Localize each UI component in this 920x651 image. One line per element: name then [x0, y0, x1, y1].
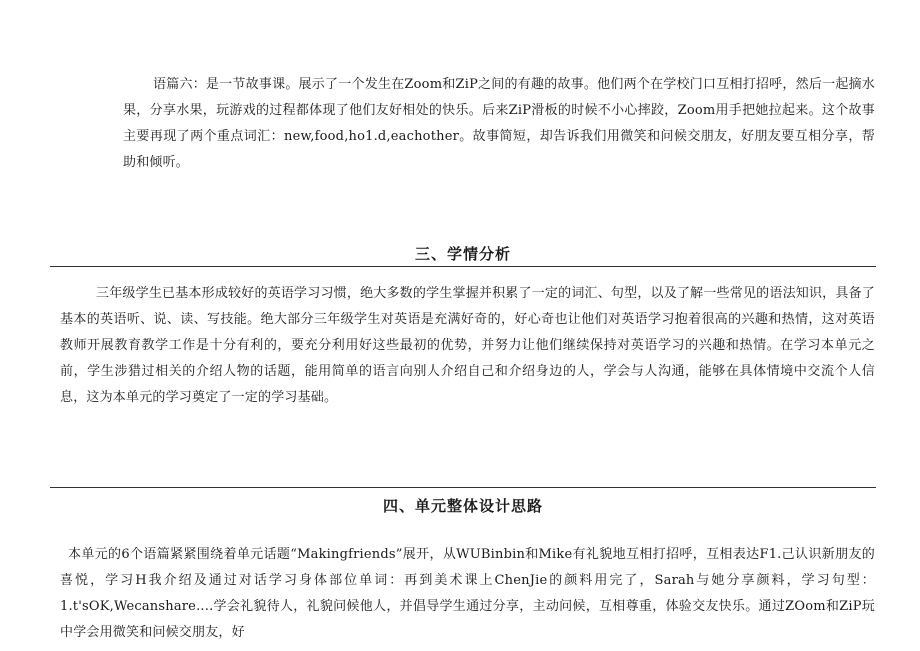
story-lesson-paragraph: 语篇六：是一节故事课。展示了一个发生在Zoom和ZiP之间的有趣的故事。他们两个在学校门口互相打招呼，然后一起摘水果，分享水果，玩游戏的过程都体现了他们友好相处的快乐。后来ZiP滑板的时候不小心摔跤，Zoom用手把她拉起来。这个故事主要再现了两个重点词汇：new,food,ho1.d,eachother。故事简短，却告诉我们用微笑和问候交朋友，好朋友要互相分享，帮助和倾听。	[123, 77, 875, 170]
learner-analysis-paragraph: 三年级学生已基本形成较好的英语学习习惯，绝大多数的学生掌握并积累了一定的词汇、句型，以及了解一些常见的语法知识，具备了基本的英语听、说、读、写技能。绝大部分三年级学生对英语是充满好奇的，好心奇也让他们对英语学习抱着很高的兴趣和热情，这对英语教师开展教育教学工作是十分有利的，要充分利用好这些最初的优势，并努力让他们继续保持对英语学习的兴趣和热情。在学习本单元之前，学生涉猎过相关的介绍人物的话题，能用简单的语言向别人介绍自己和介绍身边的人，学会与人沟通，能够在具体情境中交流个人信息，这为本单元的学习奠定了一定的学习基础。	[60, 286, 875, 405]
section-heading-learner-analysis: 三、学情分析	[414, 245, 511, 263]
section-divider	[50, 266, 876, 267]
section-divider	[50, 487, 876, 488]
section-heading-unit-design: 四、单元整体设计思路	[382, 497, 543, 515]
unit-design-paragraph: 本单元的6个语篇紧紧围绕着单元话题“Makingfriends”展开，从WUBinbin和Mike有礼貌地互相打招呼，互相表达F1.己认识新朋友的喜悦，学习H我介绍及通过对话学习身体部位单词：再到美术课上ChenJie的颜料用完了，Sarah与她分享颜料，学习句型：1.t'sOK,Wecanshare....学会礼貌待人，礼貌问候他人，并倡导学生通过分享，主动问候，互相尊重，体验交友快乐。通过ZOom和ZiP玩中学会用微笑和问候交朋友，好	[60, 547, 875, 640]
